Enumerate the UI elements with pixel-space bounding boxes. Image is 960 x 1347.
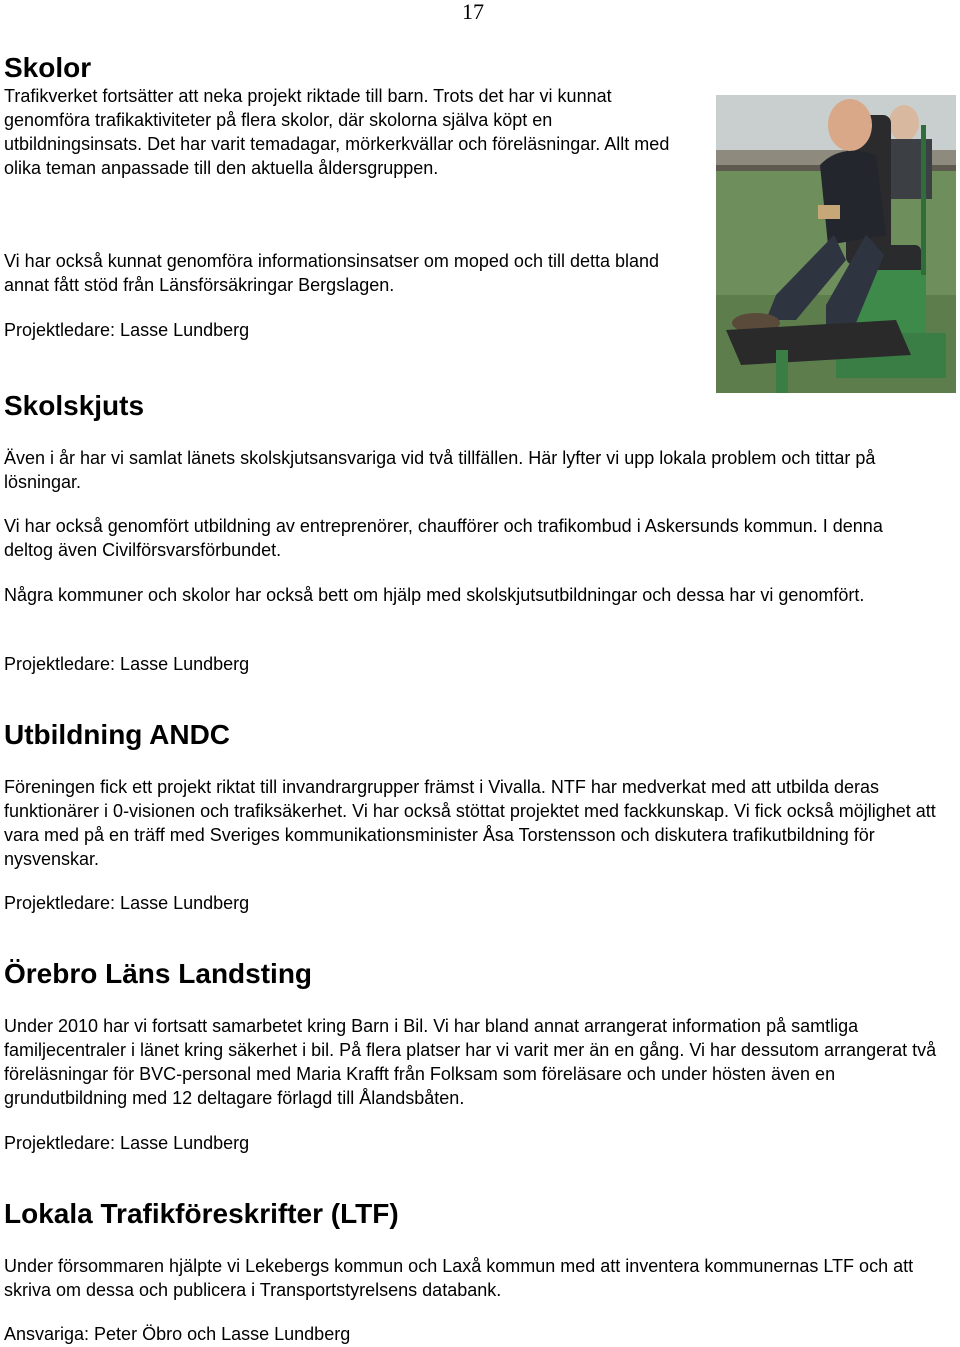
paragraph: Trafikverket fortsätter att neka projekt riktade till barn. Trots det har vi kunnat genomföra trafikaktiviteter på flera skolor, där skolorna själva köpt en utbildningsinsats. Det har varit temadagar, mörkerkvällar och föreläsningar. Allt med olika teman anpassade till den aktuella åldersgruppen. <box>4 86 670 178</box>
paragraph: Under försommaren hjälpte vi Lekebergs kommun och Laxå kommun med att inventera kommunernas LTF och att skriva om dessa och publicera i Transportstyrelsens databank. <box>4 1256 914 1300</box>
section-heading-orebro-lans-landsting: Örebro Läns Landsting <box>4 958 313 989</box>
paragraph: Föreningen fick ett projekt riktat till invandrargrupper främst i Vivalla. NTF har medverkat med att utbilda deras funktionärer i 0-visionen och trafiksäkerhet. Vi har också stöttat projektet med fackkunskap. Vi fick också möjlighet att vara med på en träff med Sveriges kommunikationsminister Åsa Torstensson och diskutera trafikutbildning för nysvenskar. <box>4 777 936 869</box>
section-heading-utbildning-andc: Utbildning ANDC <box>4 719 231 750</box>
section-heading-lokala-trafikforeskrifter: Lokala Trafikföreskrifter (LTF) <box>4 1198 399 1229</box>
paragraph: Även i år har vi samlat länets skolskjutsansvariga vid två tillfällen. Här lyfter vi upp lokala problem och tittar på lösningar. <box>4 448 876 492</box>
page-number: 17 <box>462 0 484 24</box>
project-leader-line: Projektledare: Lasse Lundberg <box>4 1133 250 1153</box>
section-heading-skolskjuts: Skolskjuts <box>4 390 145 421</box>
paragraph: Vi har också kunnat genomföra informationsinsatser om moped och till detta bland annat fått stöd från Länsförsäkringar Bergslagen. <box>4 251 660 295</box>
paragraph: Några kommuner och skolor har också bett om hjälp med skolskjutsutbildningar och dessa har vi genomfört. <box>4 585 865 605</box>
section-heading-skolor: Skolor <box>4 52 92 83</box>
responsible-line: Ansvariga: Peter Öbro och Lasse Lundberg <box>4 1324 351 1344</box>
photo-simulator <box>716 95 956 393</box>
project-leader-line: Projektledare: Lasse Lundberg <box>4 320 250 340</box>
paragraph: Vi har också genomfört utbildning av entreprenörer, chaufförer och trafikombud i Askersunds kommun. I denna deltog även Civilförsvarsförbundet. <box>4 516 883 560</box>
project-leader-line: Projektledare: Lasse Lundberg <box>4 654 250 674</box>
paragraph: Under 2010 har vi fortsatt samarbetet kring Barn i Bil. Vi har bland annat arrangerat information på samtliga familjecentraler i länet kring säkerhet i bil. På flera platser har vi varit mer än en gång. Vi har dessutom arrangerat två föreläsningar för BVC-personal med Maria Krafft från Folksam som föreläsare och under hösten även en grundutbildning med 12 deltagare förlagd till Ålandsbåten. <box>4 1016 937 1108</box>
project-leader-line: Projektledare: Lasse Lundberg <box>4 893 250 913</box>
